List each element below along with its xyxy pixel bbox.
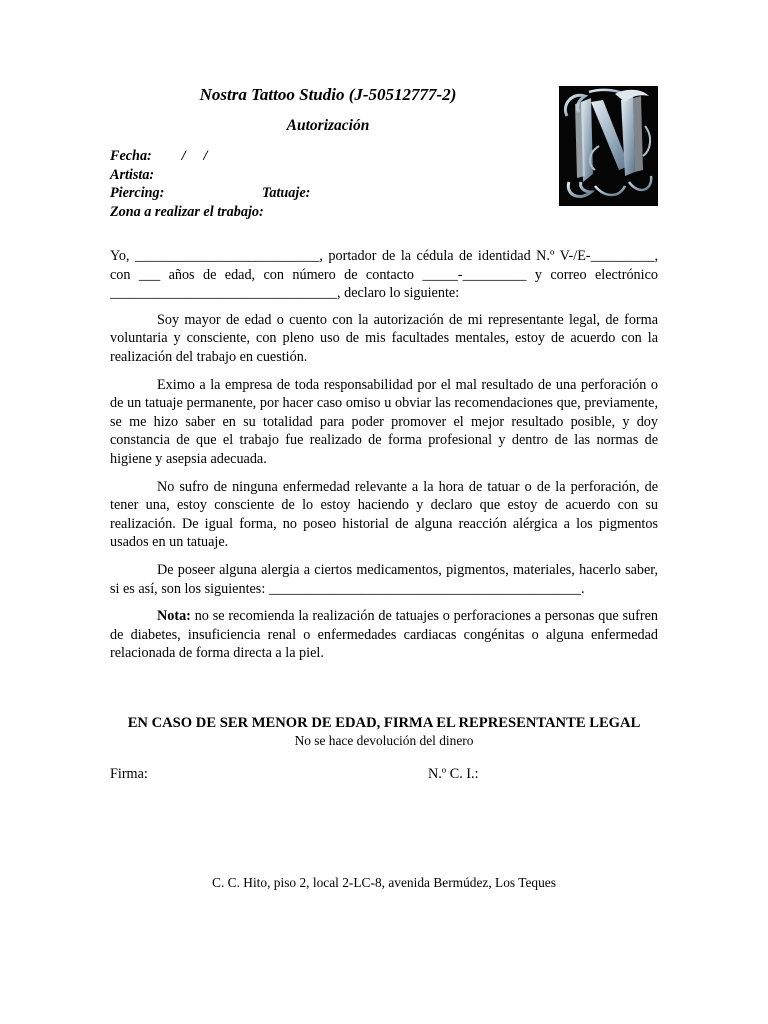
id-number-label: N.º C. I.: (428, 766, 479, 782)
note-text: no se recomienda la realización de tatuajes o perforaciones a personas que sufren de diabetes, insuficiencia renal o enfermedades cardiacas congénitas o alguna enfermedad relacionada de forma directa a la piel. (110, 608, 658, 662)
artista-label: Artista: (110, 166, 155, 183)
fecha-label: Fecha: (110, 148, 152, 164)
zona-label: Zona a realizar el trabajo: (110, 203, 264, 220)
document-body (110, 247, 658, 672)
signature-label: Firma: (110, 766, 148, 782)
fecha-slashes: / / (181, 148, 208, 164)
minor-notice: EN CASO DE SER MENOR DE EDAD, FIRMA EL REPRESENTANTE LEGAL (127, 715, 641, 731)
gothic-n-monogram-logo (559, 86, 658, 206)
tatuaje-label: Tatuaje: (262, 185, 311, 202)
studio-title: Nostra Tattoo Studio (J-50512777-2) (199, 85, 457, 104)
artista-row (110, 166, 550, 185)
note-label: Nota: (157, 608, 191, 625)
paragraph-health: No sufro de ninguna enfermedad relevante a la hora de tatuar o de la perforación, de tener una, estoy consciente de lo estoy haciendo y declaro que estoy de acuerdo con su realización. De igual forma, no poseo historial de alguna reacción alérgica a los pigmentos usados en un tatuaje. (110, 478, 658, 551)
refund-notice: No se hace devolución del dinero (294, 733, 474, 748)
paragraph-allergies: De poseer alguna alergia a ciertos medicamentos, pigmentos, materiales, hacerlo saber, si es así, son los siguientes: ____________________________________________. (110, 561, 658, 597)
studio-address: C. C. Hito, piso 2, local 2-LC-8, avenida Bermúdez, Los Teques (212, 875, 556, 890)
fecha-row (110, 147, 550, 166)
piercing-tatuaje-row (110, 184, 550, 203)
document-subtitle: Autorización (286, 117, 370, 134)
paragraph-age-consent: Soy mayor de edad o cuento con la autorización de mi representante legal, de forma voluntaria y consciente, con pleno uso de mis facultades mentales, estoy de acuerdo con la realización del trabajo en cuestión. (110, 311, 658, 365)
note-paragraph (110, 607, 658, 663)
zona-row (110, 203, 550, 222)
intro-paragraph: Yo, __________________________, portador de la cédula de identidad N.º V-/E-_________, con ___ años de edad, con número de contacto _____-_________ y correo electrónico ________________________________, declaro lo siguiente: (110, 248, 658, 302)
piercing-label: Piercing: (110, 185, 165, 202)
form-fields (110, 147, 550, 221)
paragraph-liability: Eximo a la empresa de toda responsabilidad por el mal resultado de una perforación o de un tatuaje permanente, por hacer caso omiso u obviar las recomendaciones que, previamente, se me hizo saber en su totalidad para poder promover el mejor resultado posible, y doy constancia de que el trabajo fue realizado de forma profesional y dentro de las normas de higiene y asepsia adecuada. (110, 376, 658, 467)
